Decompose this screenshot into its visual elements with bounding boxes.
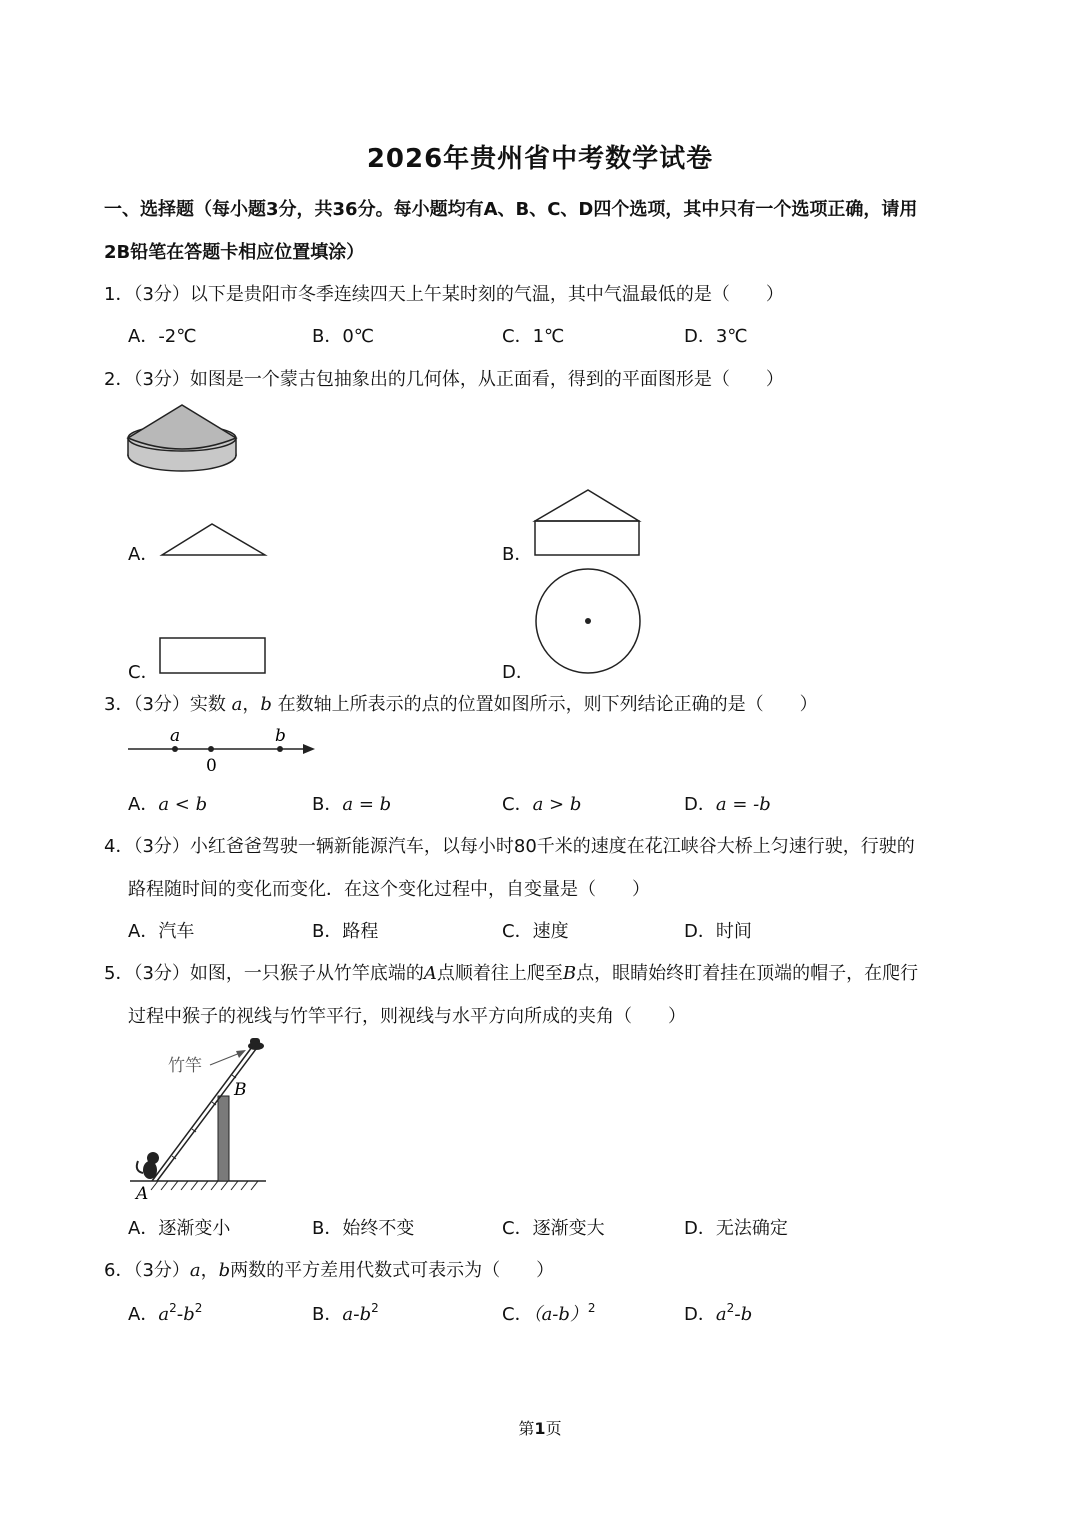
q2-option-a: A． (128, 544, 159, 565)
number-line (125, 725, 325, 775)
q6-option-c (502, 1300, 596, 1326)
page-footer (0, 1416, 1080, 1439)
q6-option-d-op: - (734, 1304, 741, 1325)
q4-option-c: C．速度 (502, 921, 569, 942)
q6-option-d-base1: a (715, 1304, 727, 1325)
question-4-stem-line1: 4．（3分）小红爸爸驾驶一辆新能源汽车，以每小时80千米的速度在花江峡谷大桥上匀速行驶，行驶的 (104, 836, 915, 857)
q6-stem-var-b: b (218, 1260, 231, 1281)
q6-option-a-letter: A． (128, 1304, 159, 1325)
q6-option-b-base2: b (359, 1304, 372, 1325)
q1-option-b: B．0℃ (312, 326, 375, 347)
q6-option-a-exp1: 2 (169, 1301, 177, 1315)
q6-option-b (312, 1300, 379, 1326)
q2-option-c-rectangle (158, 636, 268, 676)
q5-stem-suffix: 点，眼睛始终盯着挂在顶端的帽子，在爬行 (576, 963, 919, 984)
section-heading-line1: 一、选择题（每小题3分，共36分。每小题均有A、B、C、D四个选项，其中只有一个选项正确，请用 (104, 199, 918, 220)
numberline-label-zero: 0 (206, 756, 217, 776)
numberline-label-b: b (275, 726, 286, 746)
q6-option-d-base2: b (740, 1304, 753, 1325)
exam-title: 2026年贵州省中考数学试卷 (366, 144, 714, 174)
q3-option-d-expr: a = -b (715, 794, 771, 815)
figure-label-b: B (234, 1080, 247, 1100)
q6-option-a-base1: a (158, 1304, 170, 1325)
section-heading-line2: 2B铅笔在答题卡相应位置填涂） (104, 242, 365, 263)
q3-option-b-letter: B． (312, 794, 343, 815)
question-5-stem-line1 (104, 959, 918, 985)
q1-option-a: A．-2℃ (128, 326, 197, 347)
q3-option-b-expr: a = b (342, 794, 392, 815)
q3-option-c-expr: a > b (532, 794, 582, 815)
q6-option-a-exp2: 2 (194, 1301, 203, 1315)
q2-option-b: B． (502, 544, 533, 565)
q5-option-b: B．始终不变 (312, 1218, 415, 1239)
q5-stem-point-b: B (562, 963, 577, 984)
footer-prefix: 第 (518, 1419, 535, 1438)
numberline-label-a: a (170, 726, 181, 746)
question-6-stem (104, 1256, 554, 1282)
q3-option-a-letter: A． (128, 794, 159, 815)
q6-option-c-exp: 2 (587, 1301, 596, 1315)
q3-stem-var-b: b (260, 694, 272, 715)
q4-option-d: D．时间 (684, 921, 752, 942)
q3-stem-suffix: 在数轴上所表示的点的位置如图所示，则下列结论正确的是（ ） (277, 694, 818, 715)
q1-option-d: D．3℃ (684, 326, 748, 347)
q6-option-a (128, 1300, 202, 1326)
q6-option-b-letter: B． (312, 1304, 343, 1325)
q3-option-d (684, 790, 771, 816)
q2-option-a-triangle (160, 522, 270, 558)
q3-option-a-expr: a < b (158, 794, 208, 815)
q6-option-c-paren: （a-b） (532, 1304, 588, 1325)
q6-stem-var-a: a (189, 1260, 201, 1281)
q6-option-d-exp1: 2 (726, 1301, 735, 1315)
q5-option-a: A．逐渐变小 (128, 1218, 231, 1239)
q3-option-c-letter: C． (502, 794, 533, 815)
bamboo-pole-figure (128, 1035, 278, 1205)
q6-option-d (684, 1300, 752, 1326)
footer-suffix: 页 (545, 1419, 562, 1438)
q6-option-b-base1: a (342, 1304, 354, 1325)
q6-option-a-base2: b (183, 1304, 195, 1325)
question-2-stem: 2．（3分）如图是一个蒙古包抽象出的几何体，从正面看，得到的平面图形是（ ） (104, 369, 784, 390)
question-3-stem (104, 690, 818, 716)
yurt-figure (125, 400, 245, 480)
q3-stem-prefix: 3．（3分）实数 (104, 694, 226, 715)
q5-option-d: D．无法确定 (684, 1218, 788, 1239)
q5-stem-mid: 点顺着往上爬至 (436, 963, 563, 984)
q5-stem-point-a: A (423, 963, 437, 984)
footer-page-number: 1 (534, 1419, 546, 1438)
q5-stem-prefix: 5．（3分）如图，一只猴子从竹竿底端的 (104, 963, 424, 984)
q3-stem-sep: ， (242, 694, 261, 715)
q3-option-b (312, 790, 391, 816)
q6-option-a-op: - (176, 1304, 184, 1325)
q6-option-c-letter: C． (502, 1304, 533, 1325)
q5-option-c: C．逐渐变大 (502, 1218, 605, 1239)
q1-option-c: C．1℃ (502, 326, 565, 347)
q2-option-c: C． (128, 662, 159, 683)
q6-option-b-exp2: 2 (371, 1301, 379, 1315)
q6-option-d-letter: D． (684, 1304, 716, 1325)
q2-option-d-circle (533, 568, 645, 678)
q6-stem-suffix: 两数的平方差用代数式可表示为（ ） (230, 1260, 555, 1281)
q4-option-a: A．汽车 (128, 921, 195, 942)
question-1-stem: 1．（3分）以下是贵阳市冬季连续四天上午某时刻的气温，其中气温最低的是（ ） (104, 284, 784, 305)
q6-option-b-op: - (353, 1304, 360, 1325)
q3-option-c (502, 790, 581, 816)
question-5-stem-line2: 过程中猴子的视线与竹竿平行，则视线与水平方向所成的夹角（ ） (128, 1006, 686, 1027)
question-4-stem-line2: 路程随时间的变化而变化．在这个变化过程中，自变量是（ ） (128, 879, 650, 900)
figure-label-a: A (136, 1184, 149, 1204)
q2-option-b-house-shape (533, 488, 643, 558)
q3-option-d-letter: D． (684, 794, 716, 815)
q3-option-a (128, 790, 207, 816)
q2-option-d: D． (502, 662, 534, 683)
q4-option-b: B．路程 (312, 921, 379, 942)
q3-stem-var-a: a (231, 694, 243, 715)
pole-label: 竹竿 (168, 1056, 202, 1076)
q6-stem-prefix: 6．（3分） (104, 1260, 190, 1281)
q6-stem-sep: ， (200, 1260, 219, 1281)
